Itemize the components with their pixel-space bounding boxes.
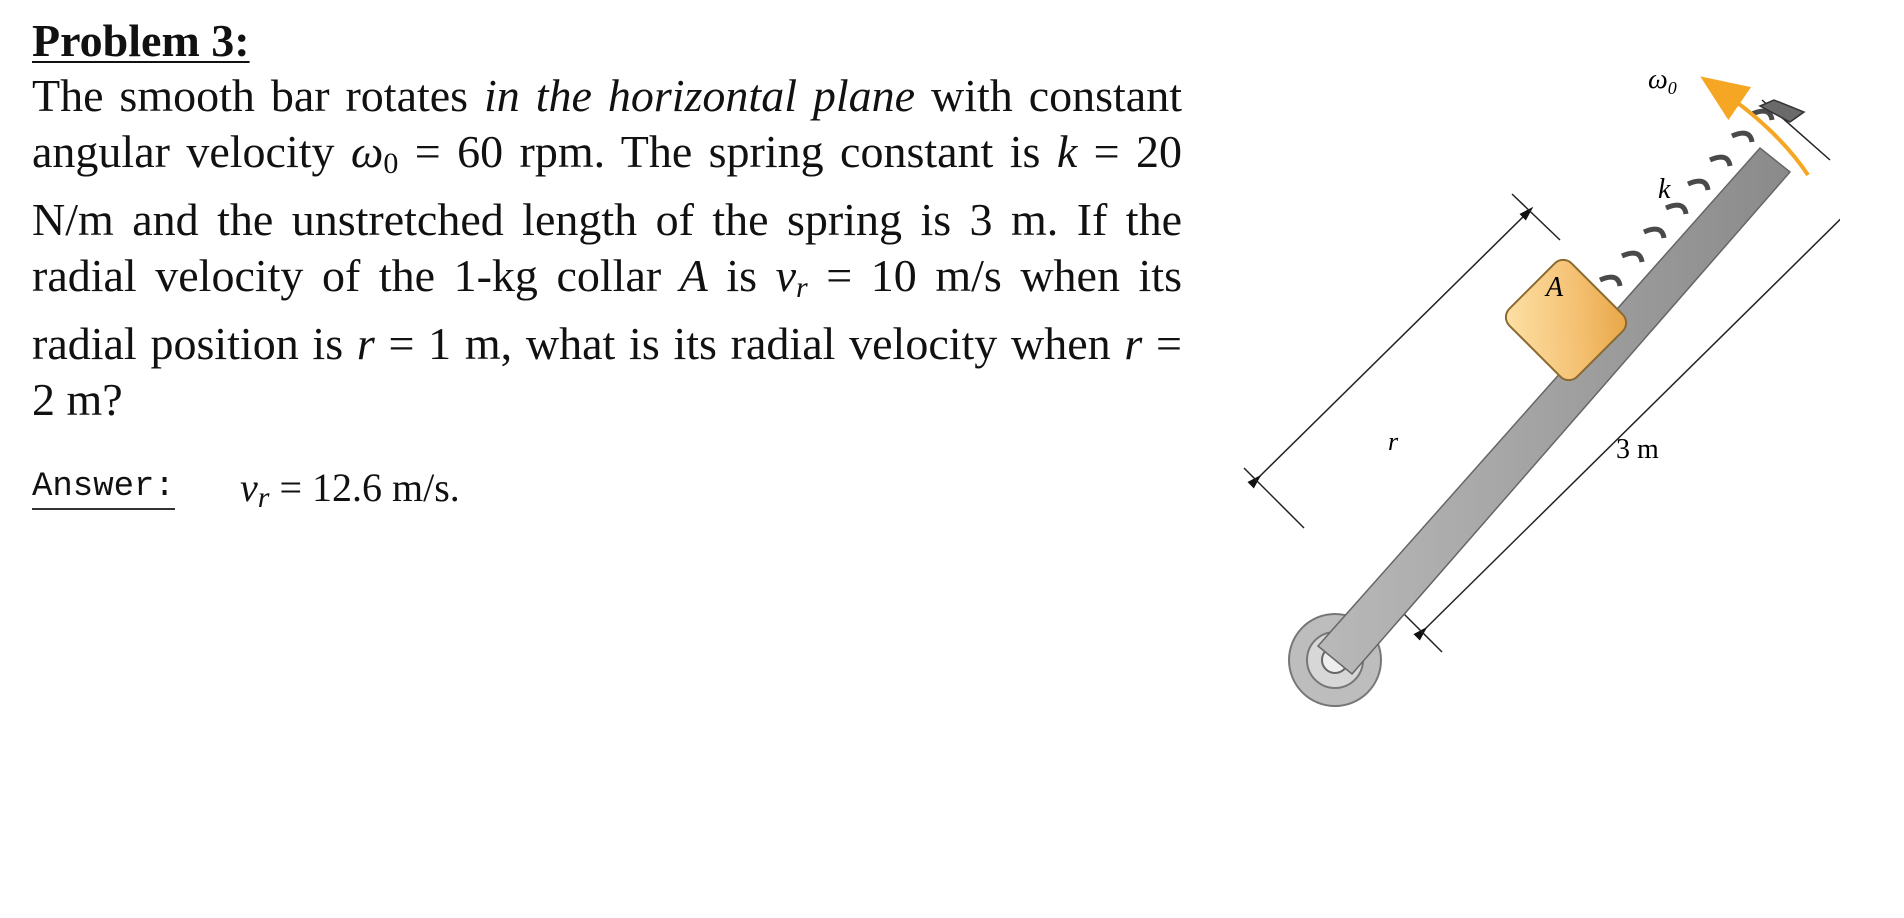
answer-label: Answer: xyxy=(32,468,175,510)
length-label: 3 m xyxy=(1616,434,1659,465)
v-subscript: r xyxy=(796,271,808,304)
answer-v-symbol: v xyxy=(240,465,258,510)
omega-symbol: ω xyxy=(350,126,384,177)
omega-subscript: 0 xyxy=(383,147,399,180)
statement-emphasis: in the horizontal plane xyxy=(484,70,916,121)
statement-text-8: = 2 m? xyxy=(32,318,1182,425)
collar-a-symbol: A xyxy=(679,250,708,301)
statement-text-1: The smooth bar rotates xyxy=(32,70,485,121)
statement-text-2: with constant angular velocity xyxy=(32,70,1183,177)
k-symbol: k xyxy=(1056,126,1078,177)
extension-line-r-top xyxy=(1512,194,1560,240)
r-symbol: r xyxy=(356,318,375,369)
statement-text-7: = 1 m, what is its radial velocity when xyxy=(374,318,1125,369)
answer-value-text: = 12.6 m/s. xyxy=(269,465,460,510)
statement-text-6: = 10 m/s when its radial position is xyxy=(32,250,1182,369)
dimension-line-3m xyxy=(1422,190,1840,632)
statement-text-3: = 60 rpm. The spring constant is xyxy=(398,126,1057,177)
statement-text-4: = 20 N/m and the unstretched length of the spring is 3 m. If the radial velocity of the 1-kg collar xyxy=(32,126,1182,301)
statement-text-5: is xyxy=(707,250,776,301)
answer-v-subscript: r xyxy=(257,481,270,514)
problem-statement xyxy=(32,68,1182,428)
v-symbol: v xyxy=(775,250,797,301)
rotating-bar-figure xyxy=(1230,60,1840,760)
omega-label: $\omega_0$ xyxy=(1648,64,1677,98)
problem-title: Problem 3: xyxy=(32,15,250,66)
a-label: A xyxy=(1546,272,1564,303)
extension-line-r-bottom xyxy=(1244,468,1304,528)
r-label: r xyxy=(1388,427,1399,456)
answer-value xyxy=(240,464,460,515)
rotating-bar xyxy=(1318,148,1790,674)
k-label: k xyxy=(1658,174,1671,205)
r-symbol-2: r xyxy=(1124,318,1143,369)
